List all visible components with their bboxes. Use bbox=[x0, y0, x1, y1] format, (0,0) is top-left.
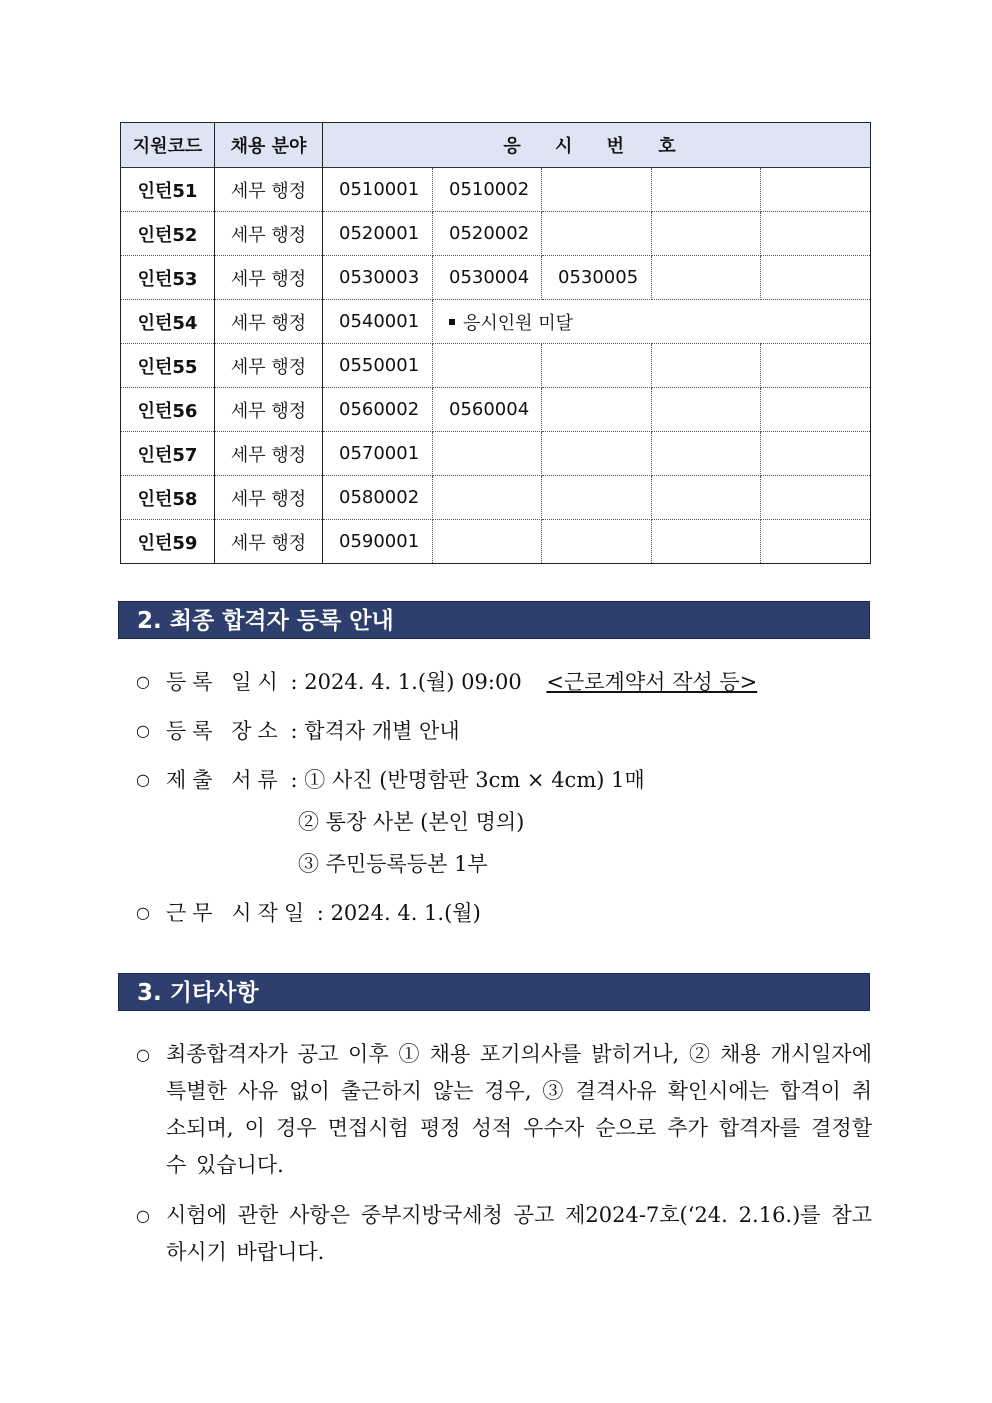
row-code: 인턴55 bbox=[121, 344, 215, 388]
exam-number bbox=[761, 388, 871, 432]
header-exam-numbers-text: 응 시 번 호 bbox=[503, 136, 690, 157]
document-item: ① 사진 (반명함판 3cm × 4cm) 1매 bbox=[304, 768, 645, 792]
exam-number bbox=[542, 168, 652, 212]
documents-item bbox=[166, 764, 645, 796]
exam-number bbox=[761, 212, 871, 256]
exam-number bbox=[542, 476, 652, 520]
exam-number: 0520002 bbox=[433, 212, 542, 256]
exam-number: 0550001 bbox=[323, 344, 433, 388]
registration-place-label: 등록 장소 bbox=[166, 719, 284, 743]
bullet-circle-icon: ○ bbox=[136, 770, 150, 789]
start-date-item bbox=[166, 897, 481, 929]
exam-number bbox=[652, 432, 761, 476]
exam-number: 0530003 bbox=[323, 256, 433, 300]
exam-number-table bbox=[120, 122, 871, 564]
exam-number: 0520001 bbox=[323, 212, 433, 256]
exam-number bbox=[761, 476, 871, 520]
section3-title: 3. 기타사항 bbox=[118, 973, 870, 1011]
exam-number: 0580002 bbox=[323, 476, 433, 520]
exam-number bbox=[652, 344, 761, 388]
row-code: 인턴57 bbox=[121, 432, 215, 476]
row-field: 세무 행정 bbox=[215, 476, 323, 520]
colon: : bbox=[290, 768, 298, 792]
table-row bbox=[121, 300, 871, 344]
exam-number bbox=[433, 476, 542, 520]
document-item: ② 통장 사본 (본인 명의) bbox=[298, 810, 525, 834]
exam-number: 0560004 bbox=[433, 388, 542, 432]
row-code: 인턴53 bbox=[121, 256, 215, 300]
table-row bbox=[121, 388, 871, 432]
exam-number bbox=[652, 256, 761, 300]
row-code: 인턴59 bbox=[121, 520, 215, 564]
exam-number bbox=[433, 520, 542, 564]
row-code: 인턴54 bbox=[121, 300, 215, 344]
exam-number: 0510002 bbox=[433, 168, 542, 212]
exam-number bbox=[542, 344, 652, 388]
exam-number bbox=[542, 432, 652, 476]
exam-number: 0590001 bbox=[323, 520, 433, 564]
exam-number bbox=[652, 168, 761, 212]
notice-paragraph: 최종합격자가 공고 이후 ① 채용 포기의사를 밝히거나, ② 채용 개시일자에 특별한 사유 없이 출근하지 않는 경우, ③ 결격사유 확인시에는 합격이 취소되며, 이 경우 면접시험 평정 성적 우수자 순으로 추가 합격자를 결정할 수 있습니다. bbox=[166, 1042, 872, 1177]
table-row bbox=[121, 344, 871, 388]
table-row bbox=[121, 476, 871, 520]
registration-date-label: 등록 일시 bbox=[166, 670, 284, 694]
header-exam-numbers bbox=[323, 123, 871, 168]
registration-place-item bbox=[166, 715, 460, 747]
row-field: 세무 행정 bbox=[215, 300, 323, 344]
exam-number bbox=[761, 344, 871, 388]
bullet-circle-icon: ○ bbox=[136, 903, 150, 922]
exam-number: 0510001 bbox=[323, 168, 433, 212]
table-row bbox=[121, 520, 871, 564]
exam-number bbox=[542, 388, 652, 432]
row-code: 인턴58 bbox=[121, 476, 215, 520]
notice-paragraph: 시험에 관한 사항은 중부지방국세청 공고 제2024-7호(‘24. 2.16.)를 참고하시기 바랍니다. bbox=[166, 1203, 872, 1264]
row-field: 세무 행정 bbox=[215, 520, 323, 564]
exam-number: 0560002 bbox=[323, 388, 433, 432]
row-field: 세무 행정 bbox=[215, 168, 323, 212]
row-field: 세무 행정 bbox=[215, 432, 323, 476]
exam-number: 0530004 bbox=[433, 256, 542, 300]
document-item: ③ 주민등록등본 1부 bbox=[298, 852, 488, 876]
square-bullet-icon bbox=[449, 319, 455, 325]
exam-number bbox=[652, 476, 761, 520]
documents-label: 제출 서류 bbox=[166, 768, 284, 792]
row-code: 인턴51 bbox=[121, 168, 215, 212]
exam-number bbox=[542, 212, 652, 256]
row-field: 세무 행정 bbox=[215, 344, 323, 388]
exam-number bbox=[761, 520, 871, 564]
exam-number bbox=[542, 520, 652, 564]
exam-number bbox=[433, 344, 542, 388]
shortage-note-text: 응시인원 미달 bbox=[463, 312, 574, 334]
exam-number bbox=[652, 212, 761, 256]
registration-date-note: <근로계약서 작성 등> bbox=[546, 670, 758, 694]
exam-number: 0570001 bbox=[323, 432, 433, 476]
registration-place-value: 합격자 개별 안내 bbox=[304, 719, 460, 743]
table-header-row bbox=[121, 123, 871, 168]
row-field: 세무 행정 bbox=[215, 388, 323, 432]
colon: : bbox=[290, 670, 298, 694]
table-row bbox=[121, 432, 871, 476]
exam-number bbox=[652, 388, 761, 432]
exam-number bbox=[433, 432, 542, 476]
start-date-label: 근무 시작일 bbox=[166, 901, 311, 925]
table-row bbox=[121, 256, 871, 300]
row-field: 세무 행정 bbox=[215, 256, 323, 300]
registration-date-item bbox=[166, 666, 757, 698]
row-code: 인턴56 bbox=[121, 388, 215, 432]
section2-title: 2. 최종 합격자 등록 안내 bbox=[118, 601, 870, 639]
exam-number bbox=[761, 256, 871, 300]
header-field: 채용 분야 bbox=[215, 123, 323, 168]
table-row bbox=[121, 212, 871, 256]
colon: : bbox=[316, 901, 324, 925]
shortage-note bbox=[433, 300, 871, 344]
exam-number bbox=[761, 432, 871, 476]
bullet-circle-icon: ○ bbox=[136, 1045, 150, 1064]
bullet-circle-icon: ○ bbox=[136, 721, 150, 740]
exam-number bbox=[652, 520, 761, 564]
exam-number: 0540001 bbox=[323, 300, 433, 344]
registration-date-value: 2024. 4. 1.(월) 09:00 bbox=[304, 670, 522, 694]
row-field: 세무 행정 bbox=[215, 212, 323, 256]
row-code: 인턴52 bbox=[121, 212, 215, 256]
colon: : bbox=[290, 719, 298, 743]
header-code: 지원코드 bbox=[121, 123, 215, 168]
exam-number bbox=[761, 168, 871, 212]
table-row bbox=[121, 168, 871, 212]
bullet-circle-icon: ○ bbox=[136, 672, 150, 691]
start-date-value: 2024. 4. 1.(월) bbox=[330, 901, 481, 925]
bullet-circle-icon: ○ bbox=[136, 1206, 150, 1225]
exam-number: 0530005 bbox=[542, 256, 652, 300]
